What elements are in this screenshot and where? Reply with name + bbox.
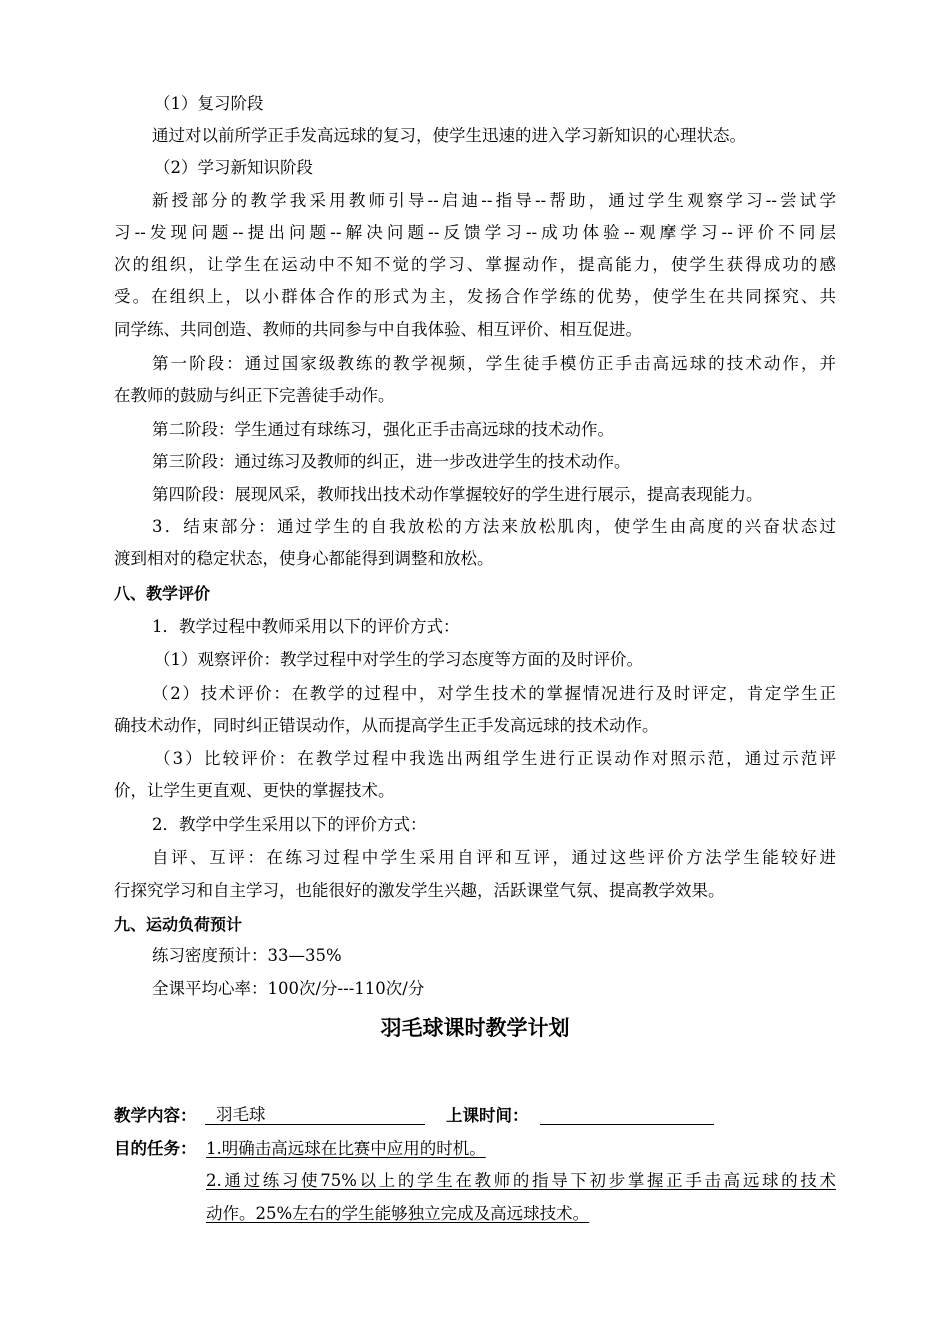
new-knowledge-line: 习--发现问题--提出问题--解决问题--反馈学习--成功体验--观摩学习--评价不同层 [114,223,836,242]
time-underline [540,1124,714,1125]
observe-eval-text: （1）观察评价：教学过程中对学生的学习态度等方面的及时评价。 [154,650,643,669]
phase3-text: 第三阶段：通过练习及教师的纠正，进一步改进学生的技术动作。 [152,452,631,471]
task-label: 目的任务： [114,1139,197,1158]
phase1-line: 在教师的鼓励与纠正下完善徒手动作。 [114,386,395,405]
time-label: 上课时间： [446,1106,529,1125]
task-item-1: 1.明确击高远球在比赛中应用的时机。 [206,1139,486,1158]
new-knowledge-heading: （2）学习新知识阶段 [154,158,313,177]
plan-title: 羽毛球课时教学计划 [380,1016,570,1040]
section9-heading: 九、运动负荷预计 [114,915,243,934]
task-item-2-line: 2.通过练习使75%以上的学生在教师的指导下初步掌握正手击高远球的技术 [206,1171,836,1190]
heart-rate-text: 全课平均心率：100次/分---110次/分 [152,979,425,998]
self-eval-line: 自评、互评：在练习过程中学生采用自评和互评，通过这些评价方法学生能较好进 [152,848,836,867]
content-underline [205,1124,425,1125]
ending-line: 渡到相对的稳定状态，使身心都能得到调整和放松。 [114,549,494,568]
phase1-line: 第一阶段：通过国家级教练的教学视频，学生徒手模仿正手击高远球的技术动作，并 [152,354,836,373]
review-stage-text: 通过对以前所学正手发高远球的复习，使学生迅速的进入学习新知识的心理状态。 [152,126,746,145]
review-stage-heading: （1）复习阶段 [154,94,264,113]
content-value: 羽毛球 [216,1105,266,1124]
new-knowledge-line: 同学练、共同创造、教师的共同参与中自我体验、相互评价、相互促进。 [114,320,642,339]
compare-eval-line: 价，让学生更直观、更快的掌握技术。 [114,781,395,800]
teacher-eval-item: 1．教学过程中教师采用以下的评价方式： [152,617,460,636]
self-eval-line: 行探究学习和自主学习，也能很好的激发学生兴趣，活跃课堂气氛、提高教学效果。 [114,881,725,900]
student-eval-item: 2．教学中学生采用以下的评价方式： [152,815,427,834]
compare-eval-line: （3）比较评价：在教学过程中我选出两组学生进行正误动作对照示范，通过示范评 [154,749,836,768]
technique-eval-line: （2）技术评价：在教学的过程中，对学生技术的掌握情况进行及时评定，肯定学生正 [152,684,836,703]
phase2-text: 第二阶段：学生通过有球练习，强化正手击高远球的技术动作。 [152,420,614,439]
section8-heading: 八、教学评价 [114,584,211,603]
task-item-2-line: 动作。25%左右的学生能够独立完成及高远球技术。 [206,1204,590,1223]
new-knowledge-line: 新授部分的教学我采用教师引导--启迪--指导--帮助，通过学生观察学习--尝试学 [152,191,836,210]
phase4-text: 第四阶段：展现风采，教师找出技术动作掌握较好的学生进行展示，提高表现能力。 [152,485,763,504]
new-knowledge-line: 受。在组织上，以小群体合作的形式为主，发扬合作学练的优势，使学生在共同探究、共 [114,287,836,306]
ending-line: 3．结束部分：通过学生的自我放松的方法来放松肌肉，使学生由高度的兴奋状态过 [152,517,836,536]
content-label: 教学内容： [114,1106,197,1125]
technique-eval-line: 确技术动作，同时纠正错误动作，从而提高学生正手发高远球的技术动作。 [114,716,659,735]
new-knowledge-line: 次的组织，让学生在运动中不知不觉的学习、掌握动作，提高能力，使学生获得成功的感 [114,255,836,274]
density-text: 练习密度预计：33—35% [152,946,342,965]
